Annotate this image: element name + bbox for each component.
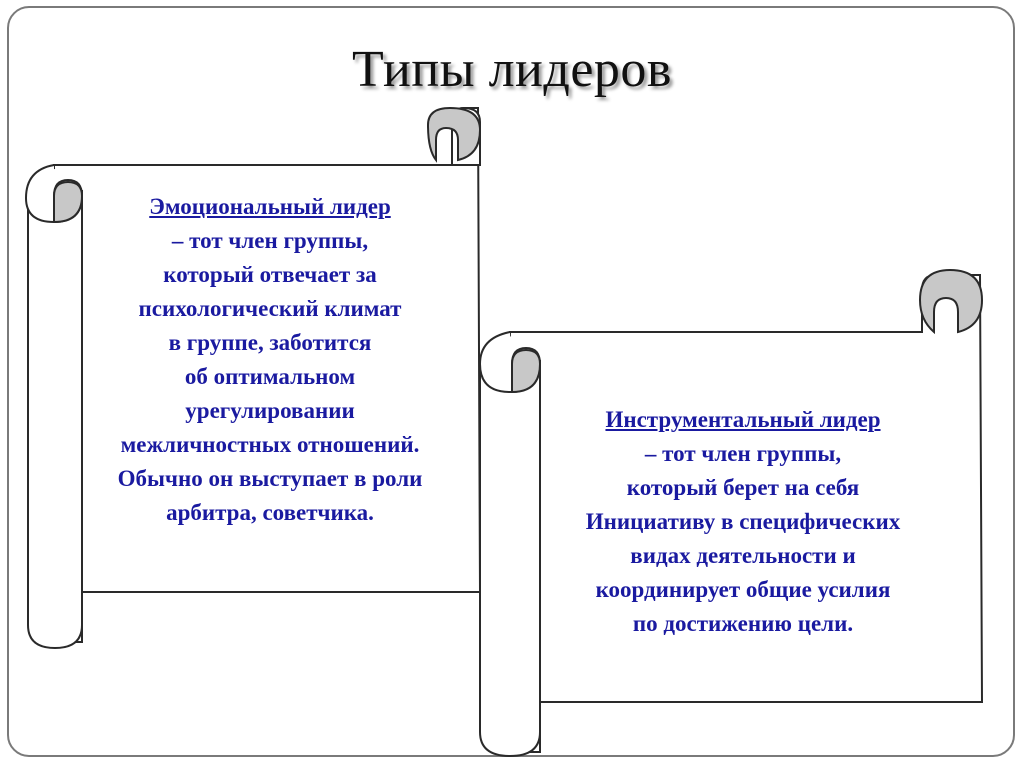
instrumental-leader-heading: Инструментальный лидер bbox=[605, 407, 881, 432]
emotional-leader-line: арбитра, советчика. bbox=[166, 500, 374, 525]
page-title: Типы лидеров bbox=[352, 41, 672, 98]
instrumental-leader-line: координирует общие усилия bbox=[595, 577, 891, 602]
emotional-leader-line: который отвечает за bbox=[163, 262, 377, 287]
emotional-leader-line: в группе, заботится bbox=[168, 330, 372, 355]
emotional-leader-line: урегулировании bbox=[185, 398, 355, 423]
instrumental-leader-line: по достижению цели. bbox=[632, 611, 854, 636]
emotional-leader-heading: Эмоциональный лидер bbox=[149, 194, 391, 219]
right-scroll-side-roll bbox=[480, 336, 540, 756]
instrumental-leader-text bbox=[538, 403, 948, 641]
emotional-leader-line: психологический климат bbox=[138, 296, 402, 321]
emotional-leader-line: межличностных отношений. bbox=[120, 432, 420, 457]
instrumental-leader-line: Инициативу в специфических bbox=[585, 509, 901, 534]
instrumental-leader-line: – тот член группы, bbox=[644, 441, 842, 466]
instrumental-leader-line: который берет на себя bbox=[626, 475, 860, 500]
emotional-leader-line: Обычно он выступает в роли bbox=[117, 466, 423, 491]
emotional-leader-line: об оптимальном bbox=[184, 364, 356, 389]
instrumental-leader-line: видах деятельности и bbox=[630, 543, 856, 568]
emotional-leader-text bbox=[70, 190, 470, 530]
emotional-leader-line: – тот член группы, bbox=[171, 228, 369, 253]
